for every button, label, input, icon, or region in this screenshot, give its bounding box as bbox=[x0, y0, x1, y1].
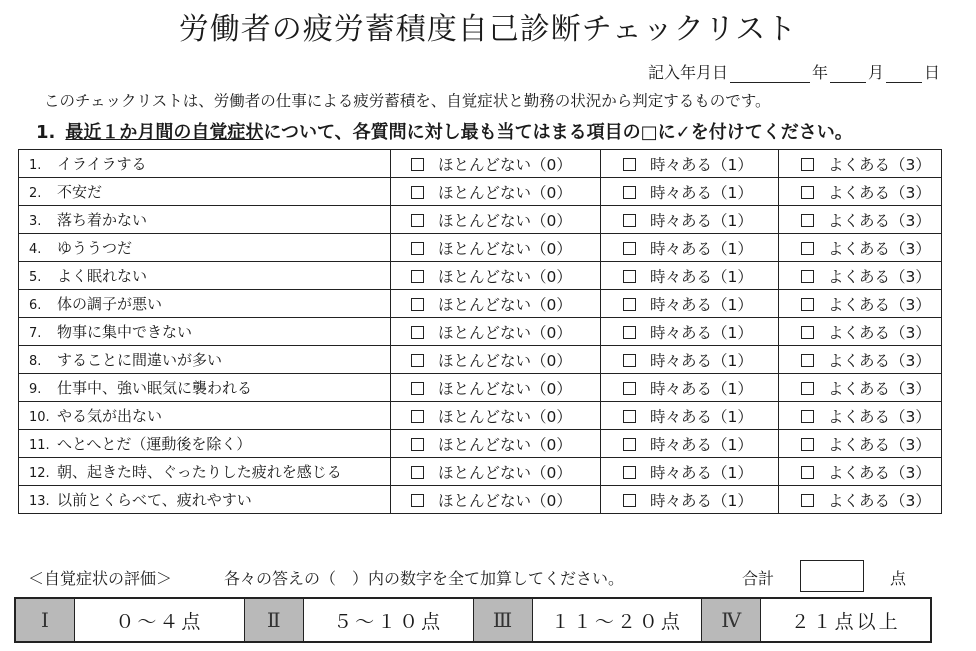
checkbox-icon[interactable] bbox=[801, 158, 814, 171]
option-label: ほとんどない（0） bbox=[438, 211, 572, 230]
question-row bbox=[19, 430, 942, 458]
scale-range-2: ５～１０点 bbox=[304, 599, 474, 641]
option-sometimes[interactable] bbox=[601, 458, 779, 486]
option-label: 時々ある（1） bbox=[650, 267, 753, 286]
checkbox-icon[interactable] bbox=[411, 382, 424, 395]
question-cell bbox=[19, 458, 391, 486]
question-text: 仕事中、強い眠気に襲われる bbox=[57, 379, 253, 397]
option-often[interactable] bbox=[779, 486, 942, 514]
scale-range-1: ０～４点 bbox=[75, 599, 245, 641]
checkbox-icon[interactable] bbox=[623, 186, 636, 199]
option-often[interactable] bbox=[779, 178, 942, 206]
evaluation-scale bbox=[14, 597, 932, 643]
checkbox-icon[interactable] bbox=[801, 214, 814, 227]
option-never[interactable] bbox=[391, 318, 601, 346]
option-label: よくある（3） bbox=[828, 351, 931, 370]
option-sometimes[interactable] bbox=[601, 402, 779, 430]
section-instruction: について、各質問に対し最も当てはまる項目の□に✓を付けてください。 bbox=[263, 122, 853, 143]
checkbox-icon[interactable] bbox=[623, 242, 636, 255]
entry-date-label: 記入年月日 bbox=[647, 63, 728, 82]
question-cell bbox=[19, 178, 391, 206]
option-label: 時々ある（1） bbox=[650, 295, 753, 314]
question-number: 12. bbox=[29, 466, 50, 481]
question-cell bbox=[19, 318, 391, 346]
question-text: ゆううつだ bbox=[57, 239, 133, 257]
checkbox-icon[interactable] bbox=[411, 214, 424, 227]
question-cell bbox=[19, 234, 391, 262]
option-label: よくある（3） bbox=[828, 267, 931, 286]
option-label: よくある（3） bbox=[828, 491, 931, 510]
question-row bbox=[19, 346, 942, 374]
option-label: よくある（3） bbox=[828, 211, 931, 230]
year-field[interactable] bbox=[730, 64, 810, 83]
scale-range-3: １１～２０点 bbox=[533, 599, 703, 641]
question-number: 2. bbox=[29, 186, 42, 201]
option-label: よくある（3） bbox=[828, 155, 931, 174]
scale-level-2: Ⅱ bbox=[245, 599, 304, 641]
checkbox-icon[interactable] bbox=[801, 466, 814, 479]
option-never[interactable] bbox=[391, 430, 601, 458]
checkbox-icon[interactable] bbox=[801, 298, 814, 311]
symptom-checklist-table bbox=[18, 149, 942, 514]
checkbox-icon[interactable] bbox=[623, 158, 636, 171]
option-label: ほとんどない（0） bbox=[438, 183, 572, 202]
question-text: イライラする bbox=[57, 155, 147, 173]
question-number: 4. bbox=[29, 242, 42, 257]
option-label: よくある（3） bbox=[828, 295, 931, 314]
option-label: 時々ある（1） bbox=[650, 239, 753, 258]
question-cell bbox=[19, 430, 391, 458]
checkbox-icon[interactable] bbox=[623, 382, 636, 395]
question-number: 6. bbox=[29, 298, 42, 313]
question-row bbox=[19, 150, 942, 178]
option-label: ほとんどない（0） bbox=[438, 267, 572, 286]
month-label: 月 bbox=[867, 63, 884, 82]
option-label: ほとんどない（0） bbox=[438, 379, 572, 398]
checkbox-icon[interactable] bbox=[801, 494, 814, 507]
option-never[interactable] bbox=[391, 206, 601, 234]
option-label: 時々ある（1） bbox=[650, 155, 753, 174]
checkbox-icon[interactable] bbox=[411, 158, 424, 171]
option-sometimes[interactable] bbox=[601, 290, 779, 318]
total-unit: 点 bbox=[890, 569, 907, 588]
page-title: 労働者の疲労蓄積度自己診断チェックリスト bbox=[178, 12, 798, 47]
question-text: 物事に集中できない bbox=[57, 323, 193, 341]
option-label: ほとんどない（0） bbox=[438, 239, 572, 258]
checkbox-icon[interactable] bbox=[623, 270, 636, 283]
option-often[interactable] bbox=[779, 290, 942, 318]
question-row bbox=[19, 402, 942, 430]
checkbox-icon[interactable] bbox=[801, 438, 814, 451]
option-sometimes[interactable] bbox=[601, 206, 779, 234]
checkbox-icon[interactable] bbox=[801, 354, 814, 367]
option-label: ほとんどない（0） bbox=[438, 351, 572, 370]
option-label: よくある（3） bbox=[828, 463, 931, 482]
question-row bbox=[19, 206, 942, 234]
evaluation-label: ＜自覚症状の評価＞ bbox=[28, 569, 173, 588]
question-text: へとへとだ（運動後を除く） bbox=[57, 435, 252, 453]
question-text: 体の調子が悪い bbox=[57, 295, 163, 313]
question-row bbox=[19, 374, 942, 402]
question-number: 5. bbox=[29, 270, 42, 285]
question-text: 以前とくらべて、疲れやすい bbox=[57, 491, 252, 509]
total-label: 合計 bbox=[742, 569, 775, 588]
question-cell bbox=[19, 262, 391, 290]
option-label: 時々ある（1） bbox=[650, 323, 753, 342]
question-text: することに間違いが多い bbox=[57, 351, 223, 369]
option-often[interactable] bbox=[779, 206, 942, 234]
option-label: 時々ある（1） bbox=[650, 379, 753, 398]
checkbox-icon[interactable] bbox=[411, 270, 424, 283]
question-cell bbox=[19, 374, 391, 402]
question-text: 落ち着かない bbox=[57, 211, 148, 229]
checkbox-icon[interactable] bbox=[411, 242, 424, 255]
question-number: 9. bbox=[29, 382, 42, 397]
option-label: 時々ある（1） bbox=[650, 491, 753, 510]
question-text: よく眠れない bbox=[57, 267, 148, 285]
evaluation-instruction: 各々の答えの（ ）内の数字を全て加算してください。 bbox=[224, 569, 625, 588]
day-field[interactable] bbox=[886, 64, 922, 83]
checkbox-icon[interactable] bbox=[411, 298, 424, 311]
option-label: よくある（3） bbox=[828, 239, 931, 258]
year-label: 年 bbox=[811, 63, 828, 82]
option-label: ほとんどない（0） bbox=[438, 463, 572, 482]
option-label: よくある（3） bbox=[828, 323, 931, 342]
option-often[interactable] bbox=[779, 458, 942, 486]
option-often[interactable] bbox=[779, 402, 942, 430]
checkbox-icon[interactable] bbox=[623, 354, 636, 367]
option-never[interactable] bbox=[391, 346, 601, 374]
checkbox-icon[interactable] bbox=[801, 242, 814, 255]
checkbox-icon[interactable] bbox=[623, 438, 636, 451]
total-score-field[interactable] bbox=[800, 560, 864, 592]
scale-level-1: Ⅰ bbox=[16, 599, 75, 641]
checkbox-icon[interactable] bbox=[411, 466, 424, 479]
checkbox-icon[interactable] bbox=[801, 270, 814, 283]
question-number: 13. bbox=[29, 494, 50, 509]
question-cell bbox=[19, 150, 391, 178]
option-never[interactable] bbox=[391, 178, 601, 206]
option-never[interactable] bbox=[391, 374, 601, 402]
option-never[interactable] bbox=[391, 402, 601, 430]
checkbox-icon[interactable] bbox=[411, 494, 424, 507]
option-sometimes[interactable] bbox=[601, 486, 779, 514]
option-label: よくある（3） bbox=[828, 183, 931, 202]
option-label: ほとんどない（0） bbox=[438, 407, 572, 426]
scale-level-4: Ⅳ bbox=[702, 599, 761, 641]
option-label: よくある（3） bbox=[828, 407, 931, 426]
option-label: よくある（3） bbox=[828, 379, 931, 398]
question-text: 不安だ bbox=[57, 183, 103, 201]
section-number: 1. bbox=[36, 122, 56, 143]
option-never[interactable] bbox=[391, 290, 601, 318]
checkbox-icon[interactable] bbox=[623, 494, 636, 507]
option-often[interactable] bbox=[779, 374, 942, 402]
question-number: 1. bbox=[29, 158, 42, 173]
scale-level-3: Ⅲ bbox=[474, 599, 533, 641]
question-row bbox=[19, 486, 942, 514]
question-cell bbox=[19, 402, 391, 430]
option-sometimes[interactable] bbox=[601, 150, 779, 178]
option-sometimes[interactable] bbox=[601, 318, 779, 346]
option-label: ほとんどない（0） bbox=[438, 295, 572, 314]
option-label: ほとんどない（0） bbox=[438, 323, 572, 342]
checkbox-icon[interactable] bbox=[623, 214, 636, 227]
option-sometimes[interactable] bbox=[601, 178, 779, 206]
checkbox-icon[interactable] bbox=[623, 298, 636, 311]
question-cell bbox=[19, 290, 391, 318]
question-cell bbox=[19, 486, 391, 514]
question-row bbox=[19, 234, 942, 262]
checkbox-icon[interactable] bbox=[801, 326, 814, 339]
checkbox-icon[interactable] bbox=[801, 410, 814, 423]
section-heading bbox=[36, 118, 853, 144]
checkbox-icon[interactable] bbox=[623, 410, 636, 423]
question-cell bbox=[19, 206, 391, 234]
checkbox-icon[interactable] bbox=[411, 326, 424, 339]
question-number: 10. bbox=[29, 410, 50, 425]
question-text: やる気が出ない bbox=[57, 407, 163, 425]
option-label: ほとんどない（0） bbox=[438, 491, 572, 510]
option-label: 時々ある（1） bbox=[650, 351, 753, 370]
month-field[interactable] bbox=[830, 64, 866, 83]
option-never[interactable] bbox=[391, 486, 601, 514]
question-row bbox=[19, 318, 942, 346]
checkbox-icon[interactable] bbox=[411, 410, 424, 423]
checkbox-icon[interactable] bbox=[411, 186, 424, 199]
option-often[interactable] bbox=[779, 430, 942, 458]
option-label: よくある（3） bbox=[828, 435, 931, 454]
option-often[interactable] bbox=[779, 262, 942, 290]
question-row bbox=[19, 262, 942, 290]
scale-range-4: ２１点以上 bbox=[790, 610, 901, 633]
question-number: 11. bbox=[29, 438, 50, 453]
option-label: 時々ある（1） bbox=[650, 435, 753, 454]
entry-date-line bbox=[648, 60, 940, 83]
option-label: ほとんどない（0） bbox=[438, 155, 572, 174]
option-never[interactable] bbox=[391, 234, 601, 262]
option-label: ほとんどない（0） bbox=[438, 435, 572, 454]
checkbox-icon[interactable] bbox=[411, 354, 424, 367]
section-underlined-text: 最近１か月間の自覚症状 bbox=[65, 122, 264, 143]
option-often[interactable] bbox=[779, 150, 942, 178]
option-sometimes[interactable] bbox=[601, 430, 779, 458]
option-sometimes[interactable] bbox=[601, 374, 779, 402]
checkbox-icon[interactable] bbox=[801, 382, 814, 395]
intro-text: このチェックリストは、労働者の仕事による疲労蓄積を、自覚症状と勤務の状況から判定するものです。 bbox=[44, 92, 771, 110]
option-often[interactable] bbox=[779, 234, 942, 262]
checkbox-icon[interactable] bbox=[623, 466, 636, 479]
option-label: 時々ある（1） bbox=[650, 211, 753, 230]
checkbox-icon[interactable] bbox=[801, 186, 814, 199]
day-label: 日 bbox=[923, 63, 940, 82]
question-text: 朝、起きた時、ぐったりした疲れを感じる bbox=[57, 463, 342, 481]
question-number: 3. bbox=[29, 214, 42, 229]
option-never[interactable] bbox=[391, 150, 601, 178]
question-number: 8. bbox=[29, 354, 42, 369]
option-sometimes[interactable] bbox=[601, 262, 779, 290]
question-row bbox=[19, 458, 942, 486]
option-label: 時々ある（1） bbox=[650, 183, 753, 202]
option-sometimes[interactable] bbox=[601, 234, 779, 262]
option-sometimes[interactable] bbox=[601, 346, 779, 374]
option-never[interactable] bbox=[391, 262, 601, 290]
question-row bbox=[19, 290, 942, 318]
option-never[interactable] bbox=[391, 458, 601, 486]
option-label: 時々ある（1） bbox=[650, 407, 753, 426]
question-cell bbox=[19, 346, 391, 374]
option-label: 時々ある（1） bbox=[650, 463, 753, 482]
checkbox-icon[interactable] bbox=[411, 438, 424, 451]
option-often[interactable] bbox=[779, 318, 942, 346]
option-often[interactable] bbox=[779, 346, 942, 374]
question-row bbox=[19, 178, 942, 206]
checkbox-icon[interactable] bbox=[623, 326, 636, 339]
question-number: 7. bbox=[29, 326, 42, 341]
